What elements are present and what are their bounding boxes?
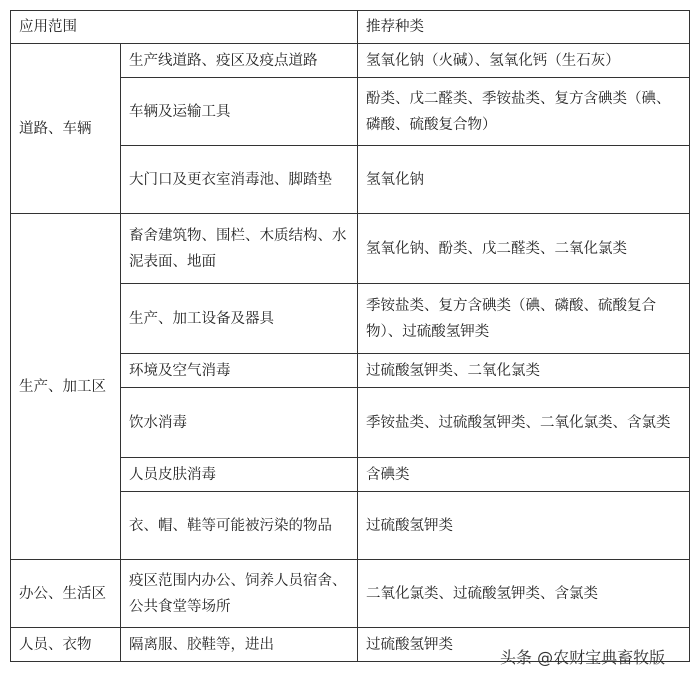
item-cell: 环境及空气消毒 — [121, 354, 358, 388]
disinfectant-table — [10, 10, 690, 662]
table-row — [11, 560, 690, 628]
types-cell: 季铵盐类、复方含碘类（碘、磷酸、硫酸复合物）、过硫酸氢钾类 — [358, 284, 690, 354]
table-row — [11, 214, 690, 284]
area-cell: 生产、加工区 — [11, 214, 121, 560]
area-cell: 人员、衣物 — [11, 628, 121, 662]
item-cell: 饮水消毒 — [121, 388, 358, 458]
types-cell: 过硫酸氢钾类 — [358, 628, 690, 662]
types-cell: 过硫酸氢钾类、二氧化氯类 — [358, 354, 690, 388]
item-cell: 衣、帽、鞋等可能被污染的物品 — [121, 492, 358, 560]
types-cell: 氢氧化钠、酚类、戊二醛类、二氧化氯类 — [358, 214, 690, 284]
table-header-row — [11, 11, 690, 44]
types-cell: 氢氧化钠（火碱）、氢氧化钙（生石灰） — [358, 44, 690, 78]
item-cell: 畜舍建筑物、围栏、木质结构、水泥表面、地面 — [121, 214, 358, 284]
table-row — [11, 44, 690, 78]
item-cell: 生产、加工设备及器具 — [121, 284, 358, 354]
item-cell: 隔离服、胶鞋等，进出 — [121, 628, 358, 662]
types-cell: 过硫酸氢钾类 — [358, 492, 690, 560]
item-cell: 车辆及运输工具 — [121, 78, 358, 146]
types-cell: 氢氧化钠 — [358, 146, 690, 214]
types-cell: 含碘类 — [358, 458, 690, 492]
item-cell: 生产线道路、疫区及疫点道路 — [121, 44, 358, 78]
types-cell: 酚类、戊二醛类、季铵盐类、复方含碘类（碘、磷酸、硫酸复合物） — [358, 78, 690, 146]
item-cell: 疫区范围内办公、饲养人员宿舍、公共食堂等场所 — [121, 560, 358, 628]
watermark: 头条 @农财宝典畜牧版 — [500, 648, 666, 667]
header-application-scope: 应用范围 — [11, 11, 358, 44]
item-cell: 大门口及更衣室消毒池、脚踏垫 — [121, 146, 358, 214]
area-cell: 道路、车辆 — [11, 44, 121, 214]
types-cell: 季铵盐类、过硫酸氢钾类、二氧化氯类、含氯类 — [358, 388, 690, 458]
types-cell: 二氧化氯类、过硫酸氢钾类、含氯类 — [358, 560, 690, 628]
area-cell: 办公、生活区 — [11, 560, 121, 628]
header-recommended-types: 推荐种类 — [358, 11, 690, 44]
item-cell: 人员皮肤消毒 — [121, 458, 358, 492]
